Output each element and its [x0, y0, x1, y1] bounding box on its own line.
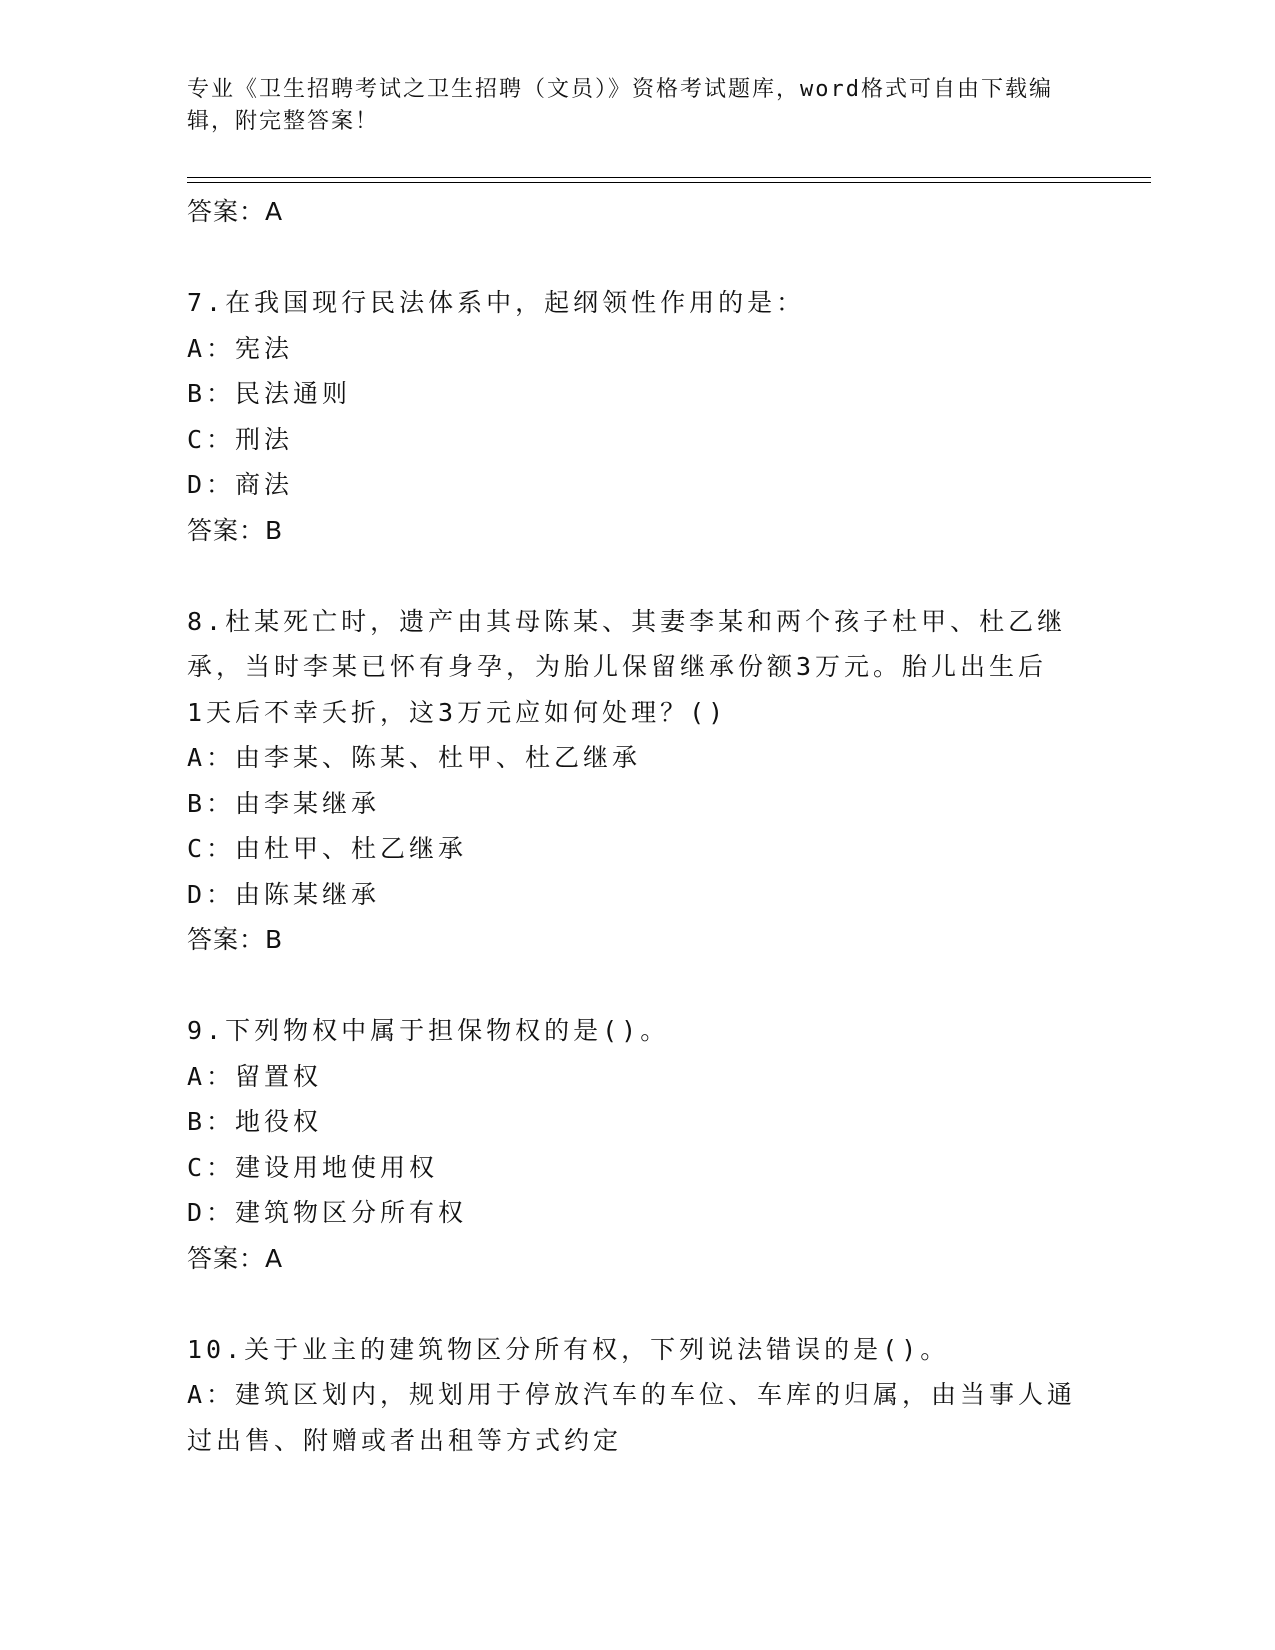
- question-8-answer: 答案：B: [187, 925, 284, 954]
- question-8-text-line-3: 1天后不幸夭折，这3万元应如何处理？(): [187, 697, 728, 727]
- question-8-text-line-1: 8.杜某死亡时，遗产由其母陈某、其妻李某和两个孩子杜甲、杜乙继: [187, 606, 1067, 636]
- question-8-option-d: D：由陈某继承: [187, 879, 381, 909]
- previous-answer: 答案：A: [187, 197, 284, 226]
- spacer: [187, 235, 1087, 281]
- question-8-option-a: A：由李某、陈某、杜甲、杜乙继承: [187, 743, 642, 772]
- header-text: 专业《卫生招聘考试之卫生招聘（文员）》资格考试题库，word格式可自由下载编辑，附完整答案！: [187, 77, 1053, 134]
- question-9-option-b: B：地役权: [187, 1107, 323, 1136]
- question-10-option-a-line-1: A：建筑区划内，规划用于停放汽车的车位、车库的归属，由当事人通: [187, 1380, 1077, 1409]
- question-7-answer: 答案：B: [187, 515, 284, 545]
- question-9-option-a: A：留置权: [187, 1061, 323, 1091]
- question-10-option-a-line-2: 过出售、附赠或者出租等方式约定: [187, 1425, 623, 1455]
- question-9-option-c: C：建设用地使用权: [187, 1152, 439, 1182]
- question-7-text: 7.在我国现行民法体系中，起纲领性作用的是：: [187, 288, 806, 317]
- question-8-option-c: C：由杜甲、杜乙继承: [187, 834, 468, 863]
- question-7-option-c: C：刑法: [187, 424, 294, 454]
- question-10-text: 10.关于业主的建筑物区分所有权，下列说法错误的是()。: [187, 1334, 950, 1364]
- question-9: [187, 1008, 1087, 1281]
- spacer: [187, 553, 1087, 599]
- question-8-text-line-2: 承，当时李某已怀有身孕，为胎儿保留继承份额3万元。胎儿出生后: [187, 652, 1048, 681]
- header-divider-top: [187, 177, 1151, 178]
- question-9-answer: 答案：A: [187, 1243, 284, 1273]
- question-8-option-b: B：由李某继承: [187, 788, 381, 818]
- question-7-option-b: B：民法通则: [187, 379, 352, 408]
- spacer: [187, 963, 1087, 1009]
- question-7-option-d: D：商法: [187, 470, 294, 499]
- question-list: [187, 189, 1087, 1463]
- question-9-text: 9.下列物权中属于担保物权的是()。: [187, 1016, 670, 1045]
- document-header: [187, 74, 1087, 138]
- question-8: [187, 599, 1087, 963]
- spacer: [187, 1281, 1087, 1327]
- question-7-option-a: A：宪法: [187, 333, 294, 363]
- header-divider-bottom: [187, 182, 1151, 183]
- question-9-option-d: D：建筑物区分所有权: [187, 1198, 468, 1227]
- question-10: [187, 1327, 1087, 1464]
- question-7: [187, 280, 1087, 553]
